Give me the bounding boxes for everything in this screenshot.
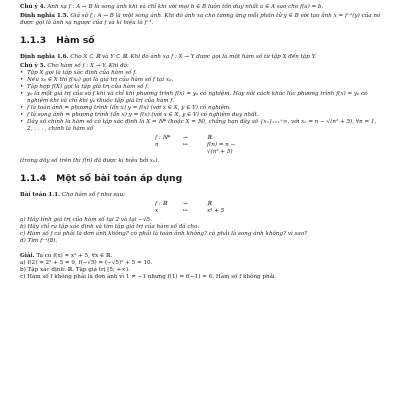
note-5-bullet: • Tập X gọi là tập xác định của hàm số f. xyxy=(20,70,382,77)
map-codomain: ℝ xyxy=(207,201,212,207)
solution-line: c) Hàm số f không phải là đơn ánh vì 1 ≠ −1 nhưng f(1) = f(−1) = 6. Hàm số f không phải xyxy=(20,274,275,280)
note-4-text: Ánh xạ f : A → B là song ánh khi và chỉ khi với mọi b ∈ B luôn tồn duy nhất a ∈ A sao cho f(a) = b. xyxy=(47,4,324,10)
map-variable: x xyxy=(155,208,159,214)
map-arrow: → xyxy=(183,201,188,207)
note-5-bullet: • Nếu x₀ ∈ X thì f(x₀) gọi là giá trị của hàm số f tại x₀. xyxy=(20,77,382,84)
definition-1-5 xyxy=(20,13,382,27)
problem-item: a) Hãy tính giá trị của hàm số tại 2 và tại −√5. xyxy=(20,217,152,223)
section-title: Một số bài toán áp dụng xyxy=(56,173,183,184)
note-5-bullet: • f là toàn ánh ⇔ phương trình (ẩn x) y = f(x) (với x ∈ X, y ∈ Y) có nghiệm. xyxy=(20,105,382,112)
problem-1-1-intro: Cho hàm số f như sau: xyxy=(61,192,126,198)
map-formula: f(n) = n − √(n² + 5) xyxy=(207,142,236,155)
note-5-intro: Cho hàm số f : X → Y. Khi đó: xyxy=(47,63,129,69)
note-5-label: Chú ý 5. xyxy=(20,63,46,69)
section-title: Hàm số xyxy=(56,35,95,46)
sequence-mapping xyxy=(20,135,382,156)
solution xyxy=(20,253,382,260)
note-4 xyxy=(20,4,382,11)
note-5-bullet: • Dãy số chính là hàm số có tập xác định là X = ℕ* (hoặc X = ℕ), chẳng hạn dãy số {xₙ}ₙ₌₁⁺∞, với xₙ = n − √(n² + 5), ∀n = 1, 2, . . . , chính là hàm số xyxy=(20,119,382,133)
note-5-bullet: • Tập hợp f(X) gọi là tập giá trị của hàm số f. xyxy=(20,84,382,91)
map-codomain: ℝ xyxy=(207,135,212,141)
solution-intro: Ta có f(x) = x² + 5, ∀x ∈ ℝ. xyxy=(36,253,113,259)
section-number: 1.1.3 xyxy=(20,35,47,46)
definition-1-6-text: Cho X ⊂ ℝ và Y ⊂ ℝ. Khi đó ánh xạ f : X → Y được gọi là một hàm số từ tập X đến tập Y. xyxy=(70,54,317,60)
map-variable: n xyxy=(155,142,159,148)
map-maps-to: ↦ xyxy=(183,142,188,148)
problem-item: b) Hãy chỉ ra tập xác định và tìm tập giá trị của hàm số đã cho. xyxy=(20,224,200,230)
definition-1-6 xyxy=(20,54,382,61)
solution-line: b) Tập xác định: ℝ. Tập giá trị [5; +∞). xyxy=(20,267,130,273)
section-number: 1.1.4 xyxy=(20,173,47,184)
solution-line: a) f(2) = 2² + 5 = 9, f(−√5) = (−√5)² + 5 = 10. xyxy=(20,260,153,266)
section-heading-1-1-3 xyxy=(20,35,382,46)
note-5-bullet: • y₀ là một giá trị của số f khi và chỉ khi phương trình f(x) = y₀ có nghiệm. Hay nói cách khác lúc phương trình f(x) = y₀ có nghiệm khi và chỉ khi y₀ thuộc tập giá trị của hàm f. xyxy=(20,91,382,105)
note-4-label: Chú ý 4. xyxy=(20,4,46,10)
function-mapping xyxy=(20,201,382,215)
problem-1-1-label: Bài toán 1.1. xyxy=(20,192,61,198)
note-5 xyxy=(20,63,382,70)
map-domain: f : ℕ* xyxy=(155,135,171,141)
problem-item: c) Hàm số f có phải là đơn ánh không? có phải là toàn ánh không? có phải là song ánh không? vì sao? xyxy=(20,231,308,237)
map-formula: x² + 5 xyxy=(207,208,225,214)
problem-1-1 xyxy=(20,192,382,199)
note-5-after: (trong dãy số trên thì f(n) đã được kí hiệu bởi xₙ). xyxy=(20,158,160,164)
definition-1-5-text: Giả sử f : A → B là một song ánh. Khi đó ánh xạ cho tương ứng mỗi phần tử y ∈ B với tạo ảnh x = f⁻¹(y) của nó được gọi là ánh xạ ngược của f và kí hiệu là f⁻¹. xyxy=(20,13,381,26)
problem-item: d) Tìm f⁻¹(8). xyxy=(20,238,58,244)
map-maps-to: ↦ xyxy=(183,208,188,214)
solution-label: Giải. xyxy=(20,253,35,259)
section-heading-1-1-4 xyxy=(20,173,382,184)
definition-1-5-label: Định nghĩa 1.5. xyxy=(20,13,69,19)
map-arrow: → xyxy=(183,135,188,141)
note-5-bullet: • f là song ánh ⇔ phương trình (ẩn x) y = f(x) (với x ∈ X, y ∈ Y) có nghiệm duy nhất. xyxy=(20,112,382,119)
definition-1-6-label: Định nghĩa 1.6. xyxy=(20,54,69,60)
map-domain: f : ℝ xyxy=(155,201,168,207)
